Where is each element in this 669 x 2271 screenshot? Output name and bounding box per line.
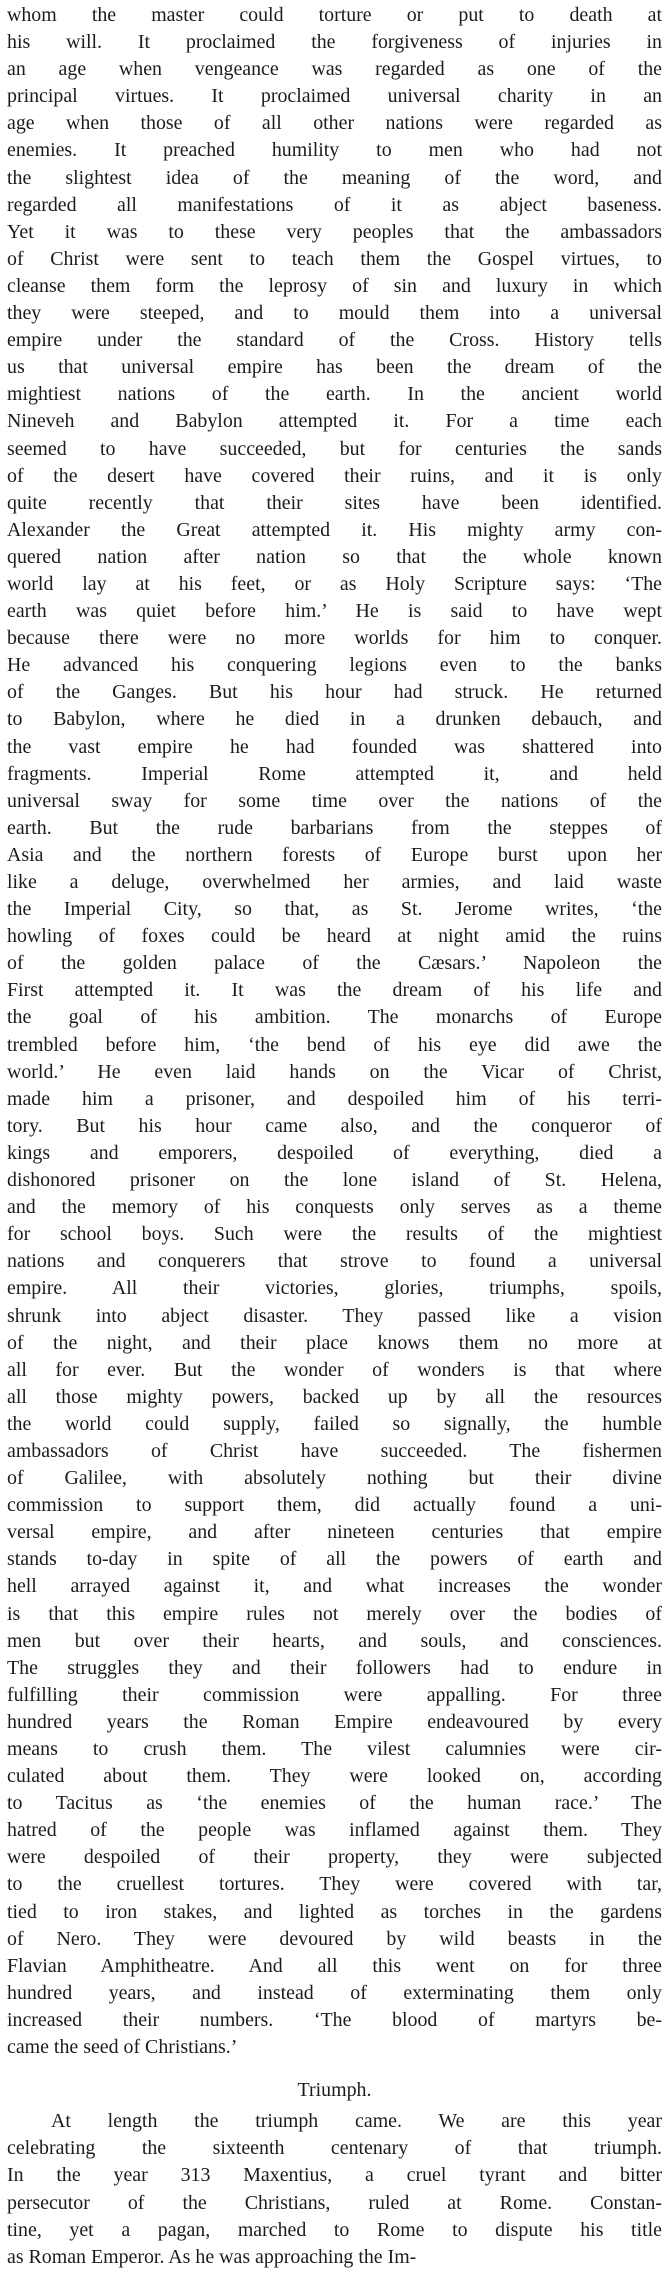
text-line: the vast empire he had founded was shattered into xyxy=(7,735,662,758)
text-line: all those mighty powers, backed up by all the resources xyxy=(7,1385,662,1408)
text-line: ambassadors of Christ have succeeded. The fishermen xyxy=(7,1439,662,1462)
text-line: stands to-day in spite of all the powers of earth and xyxy=(7,1548,662,1571)
text-line: of the night, and their place knows them no more at xyxy=(7,1331,662,1354)
text-line: as Roman Emperor. As he was approaching the Im- xyxy=(7,2245,417,2268)
body-paragraph xyxy=(7,2108,662,2271)
text-line: of Galilee, with absolutely nothing but their divine xyxy=(7,1467,662,1490)
text-line: to Tacitus as ‘the enemies of the human race.’ The xyxy=(7,1792,662,1815)
text-line: Yet it was to these very peoples that the ambassadors xyxy=(7,220,662,243)
text-line: principal virtues. It proclaimed universal charity in an xyxy=(7,85,662,108)
text-line: Flavian Amphitheatre. And all this went on for three xyxy=(7,1954,662,1977)
section-heading: Triumph. xyxy=(297,2079,372,2102)
text-line: trembled before him, ‘the bend of his eye did awe the xyxy=(7,1033,662,1056)
text-line: like a deluge, overwhelmed her armies, and laid waste xyxy=(7,871,662,893)
text-line: culated about them. They were looked on, according xyxy=(7,1765,662,1788)
text-line: of Christ were sent to teach them the Gospel virtues, to xyxy=(7,247,662,270)
text-line: because there were no more worlds for him to conquer. xyxy=(7,627,662,650)
text-line: empire. All their victories, glories, triumphs, spoils, xyxy=(7,1277,662,1300)
text-line: Nineveh and Babylon attempted it. For a time each xyxy=(7,410,662,433)
text-line: of the golden palace of the Cæsars.’ Napoleon the xyxy=(7,952,662,975)
text-line: all for ever. But the wonder of wonders is that where xyxy=(7,1358,662,1381)
text-line: of Nero. They were devoured by wild beasts in the xyxy=(7,1927,662,1950)
text-line: dishonored prisoner on the lone island of St. Helena, xyxy=(7,1169,662,1192)
text-line: quite recently that their sites have been identified. xyxy=(7,491,662,514)
text-line: means to crush them. The vilest calumnies were cir- xyxy=(7,1738,662,1760)
text-line: seemed to have succeeded, but for centuries the sands xyxy=(7,437,662,460)
text-line: enemies. It preached humility to men who had not xyxy=(7,139,662,162)
text-line: to the cruellest tortures. They were covered with tar, xyxy=(7,1873,662,1896)
text-line: tied to iron stakes, and lighted as torches in the gardens xyxy=(7,1900,662,1923)
text-line: commission to support them, did actually found a uni- xyxy=(7,1494,662,1517)
text-line: The struggles they and their followers had to endure in xyxy=(7,1656,662,1679)
text-line: of the Ganges. But his hour had struck. He returned xyxy=(7,681,662,704)
body-paragraph xyxy=(7,2,662,2061)
text-line: howling of foxes could be heard at night amid the ruins xyxy=(7,925,662,948)
text-line: they were steeped, and to mould them into a universal xyxy=(7,302,662,325)
text-line: hundred years, and instead of exterminating them only xyxy=(7,1981,662,2004)
text-line: celebrating the sixteenth centenary of that triumph. xyxy=(7,2137,662,2160)
text-line: Alexander the Great attempted it. His mighty army con- xyxy=(7,518,662,541)
text-line: the Imperial City, so that, as St. Jerome writes, ‘the xyxy=(7,898,662,921)
text-line: and the memory of his conquests only serves as a theme xyxy=(7,1196,662,1219)
text-line: hell arrayed against it, and what increases the wonder xyxy=(7,1575,662,1598)
text-line: regarded all manifestations of it as abject baseness. xyxy=(7,193,662,216)
text-line: shrunk into abject disaster. They passed like a vision xyxy=(7,1304,662,1327)
text-line: increased their numbers. ‘The blood of martyrs be- xyxy=(7,2008,662,2031)
text-line: persecutor of the Christians, ruled at Rome. Constan- xyxy=(7,2191,662,2214)
text-line: were despoiled of their property, they were subjected xyxy=(7,1846,662,1869)
text-line: cleanse them form the leprosy of sin and luxury in which xyxy=(7,274,662,297)
text-line: men but over their hearts, and souls, and consciences. xyxy=(7,1629,662,1652)
text-line: tory. But his hour came also, and the conqueror of xyxy=(7,1114,662,1137)
text-line: the slightest idea of the meaning of the word, and xyxy=(7,166,662,189)
text-line: world lay at his feet, or as Holy Scripture says: ‘The xyxy=(7,572,662,595)
text-line: empire under the standard of the Cross. History tells xyxy=(7,329,662,352)
text-line: tine, yet a pagan, marched to Rome to dispute his title xyxy=(7,2218,662,2241)
text-line: hundred years the Roman Empire endeavoured by every xyxy=(7,1710,662,1733)
text-line: is that this empire rules not merely over the bodies of xyxy=(7,1602,662,1625)
text-line: an age when vengeance was regarded as one of the xyxy=(7,58,662,81)
text-line: In the year 313 Maxentius, a cruel tyrant and bitter xyxy=(7,2164,662,2187)
text-line: to Babylon, where he died in a drunken debauch, and xyxy=(7,708,662,731)
text-line: earth. But the rude barbarians from the steppes of xyxy=(7,816,662,839)
text-line: hatred of the people was inflamed against them. They xyxy=(7,1819,662,1842)
text-line: At length the triumph came. We are this year xyxy=(51,2110,662,2133)
text-line: First attempted it. It was the dream of his life and xyxy=(7,979,662,1002)
text-line: earth was quiet before him.’ He is said to have wept xyxy=(7,600,662,623)
text-line: the world could supply, failed so signally, the humble xyxy=(7,1412,662,1435)
text-line: universal sway for some time over the nations of the xyxy=(7,789,662,812)
text-line: He advanced his conquering legions even to the banks xyxy=(7,654,662,677)
text-line: mightiest nations of the earth. In the ancient world xyxy=(7,383,662,406)
text-line: whom the master could torture or put to death at xyxy=(7,4,662,26)
text-line: the goal of his ambition. The monarchs of Europe xyxy=(7,1006,662,1029)
text-line: us that universal empire has been the dream of the xyxy=(7,356,662,379)
text-line: his will. It proclaimed the forgiveness of injuries in xyxy=(7,31,662,54)
text-line: fulfilling their commission were appalling. For three xyxy=(7,1683,662,1706)
text-line: world.’ He even laid hands on the Vicar of Christ, xyxy=(7,1060,662,1083)
text-line: fragments. Imperial Rome attempted it, and held xyxy=(7,762,662,785)
text-line: made him a prisoner, and despoiled him of his terri- xyxy=(7,1087,662,1110)
text-line: kings and emporers, despoiled of everything, died a xyxy=(7,1141,662,1164)
text-line: quered nation after nation so that the whole known xyxy=(7,545,662,568)
text-line: versal empire, and after nineteen centuries that empire xyxy=(7,1521,662,1544)
text-line: came the seed of Christians.’ xyxy=(7,2036,238,2059)
text-line: for school boys. Such were the results of the mightiest xyxy=(7,1223,662,1246)
text-line: age when those of all other nations were regarded as xyxy=(7,112,662,135)
text-line: nations and conquerers that strove to found a universal xyxy=(7,1250,662,1273)
text-line: Asia and the northern forests of Europe burst upon her xyxy=(7,843,662,866)
text-line: of the desert have covered their ruins, and it is only xyxy=(7,464,662,487)
